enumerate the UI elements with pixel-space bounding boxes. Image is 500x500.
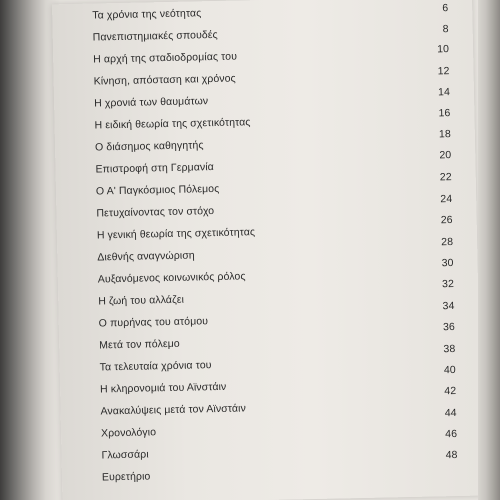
toc-entry-title: Επιστροφή στη Γερμανία	[95, 161, 215, 176]
toc-entry-title: Γλωσσάρι	[101, 448, 149, 462]
toc-entry-title: Η ειδική θεωρία της σχετικότητας	[94, 116, 251, 132]
toc-entry-title: Τα τελευταία χρόνια του	[99, 359, 212, 374]
toc-entry-title: Πετυχαίνοντας τον στόχο	[96, 205, 215, 220]
toc-entry-page: 40	[443, 364, 456, 377]
toc-entry-title: Πανεπιστημιακές σπουδές	[92, 28, 218, 44]
toc-entry-title: Χρονολόγιο	[100, 426, 157, 440]
toc-entry-page: 34	[442, 300, 455, 313]
toc-entry-page: 10	[437, 43, 450, 56]
toc-entry-title: Ανακαλύψεις μετά τον Αϊνστάιν	[100, 402, 246, 418]
toc-entry-page: 24	[440, 193, 453, 206]
toc-entry-page: 6	[442, 2, 449, 15]
toc-entry-title: Τα χρόνια της νεότητας	[92, 7, 202, 22]
toc-entry-page: 48	[445, 449, 458, 462]
toc-entry-title: Η γενική θεωρία της σχετικότητας	[96, 226, 256, 242]
toc-entry-title: Ο διάσημος καθηγητής	[94, 139, 204, 154]
toc-entry-title: Η χρονιά των θαυμάτων	[94, 95, 209, 110]
toc-entry-page: 8	[442, 23, 449, 36]
toc-entry-page: 32	[441, 278, 455, 291]
toc-entry-title: Μετά τον πόλεμο	[99, 337, 180, 352]
toc-entry-page: 28	[441, 236, 454, 249]
toc-entry-title: Ευρετήριο	[101, 470, 151, 484]
toc-entry-page: 16	[438, 107, 451, 120]
book-page	[52, 0, 482, 500]
toc-entry-page: 22	[439, 171, 452, 184]
toc-entry-page: 38	[443, 343, 456, 356]
toc-entry-title: Διεθνής αναγνώριση	[97, 249, 195, 264]
toc-entry-page: 42	[444, 385, 457, 398]
toc-entry-page: 36	[442, 321, 456, 334]
toc-entry-title: Η αρχή της σταδιοδρομίας του	[93, 50, 238, 66]
toc-entry-page: 30	[441, 257, 454, 270]
toc-entry-page: 26	[440, 214, 453, 227]
toc-entry-page: 44	[444, 407, 457, 420]
table-of-contents	[92, 0, 458, 489]
toc-entry-title: Ο πυρήνας του ατόμου	[98, 315, 209, 330]
toc-entry-title: Ο Α' Παγκόσμιος Πόλεμος	[95, 182, 220, 198]
toc-entry-page: 46	[445, 428, 458, 441]
toc-entry-page: 14	[437, 86, 451, 99]
toc-entry-title: Η ζωή του αλλάζει	[98, 293, 185, 308]
toc-entry-page: 20	[439, 149, 452, 162]
toc-entry-title: Η κληρονομιά του Αϊνστάιν	[99, 380, 227, 396]
toc-entry-title: Κίνηση, απόσταση και χρόνος	[93, 72, 236, 88]
toc-entry-title: Αυξανόμενος κοινωνικός ρόλος	[97, 270, 246, 286]
toc-entry-page: 18	[438, 128, 451, 141]
page-edge-shadow	[478, 0, 500, 500]
toc-entry-page: 12	[437, 65, 450, 78]
